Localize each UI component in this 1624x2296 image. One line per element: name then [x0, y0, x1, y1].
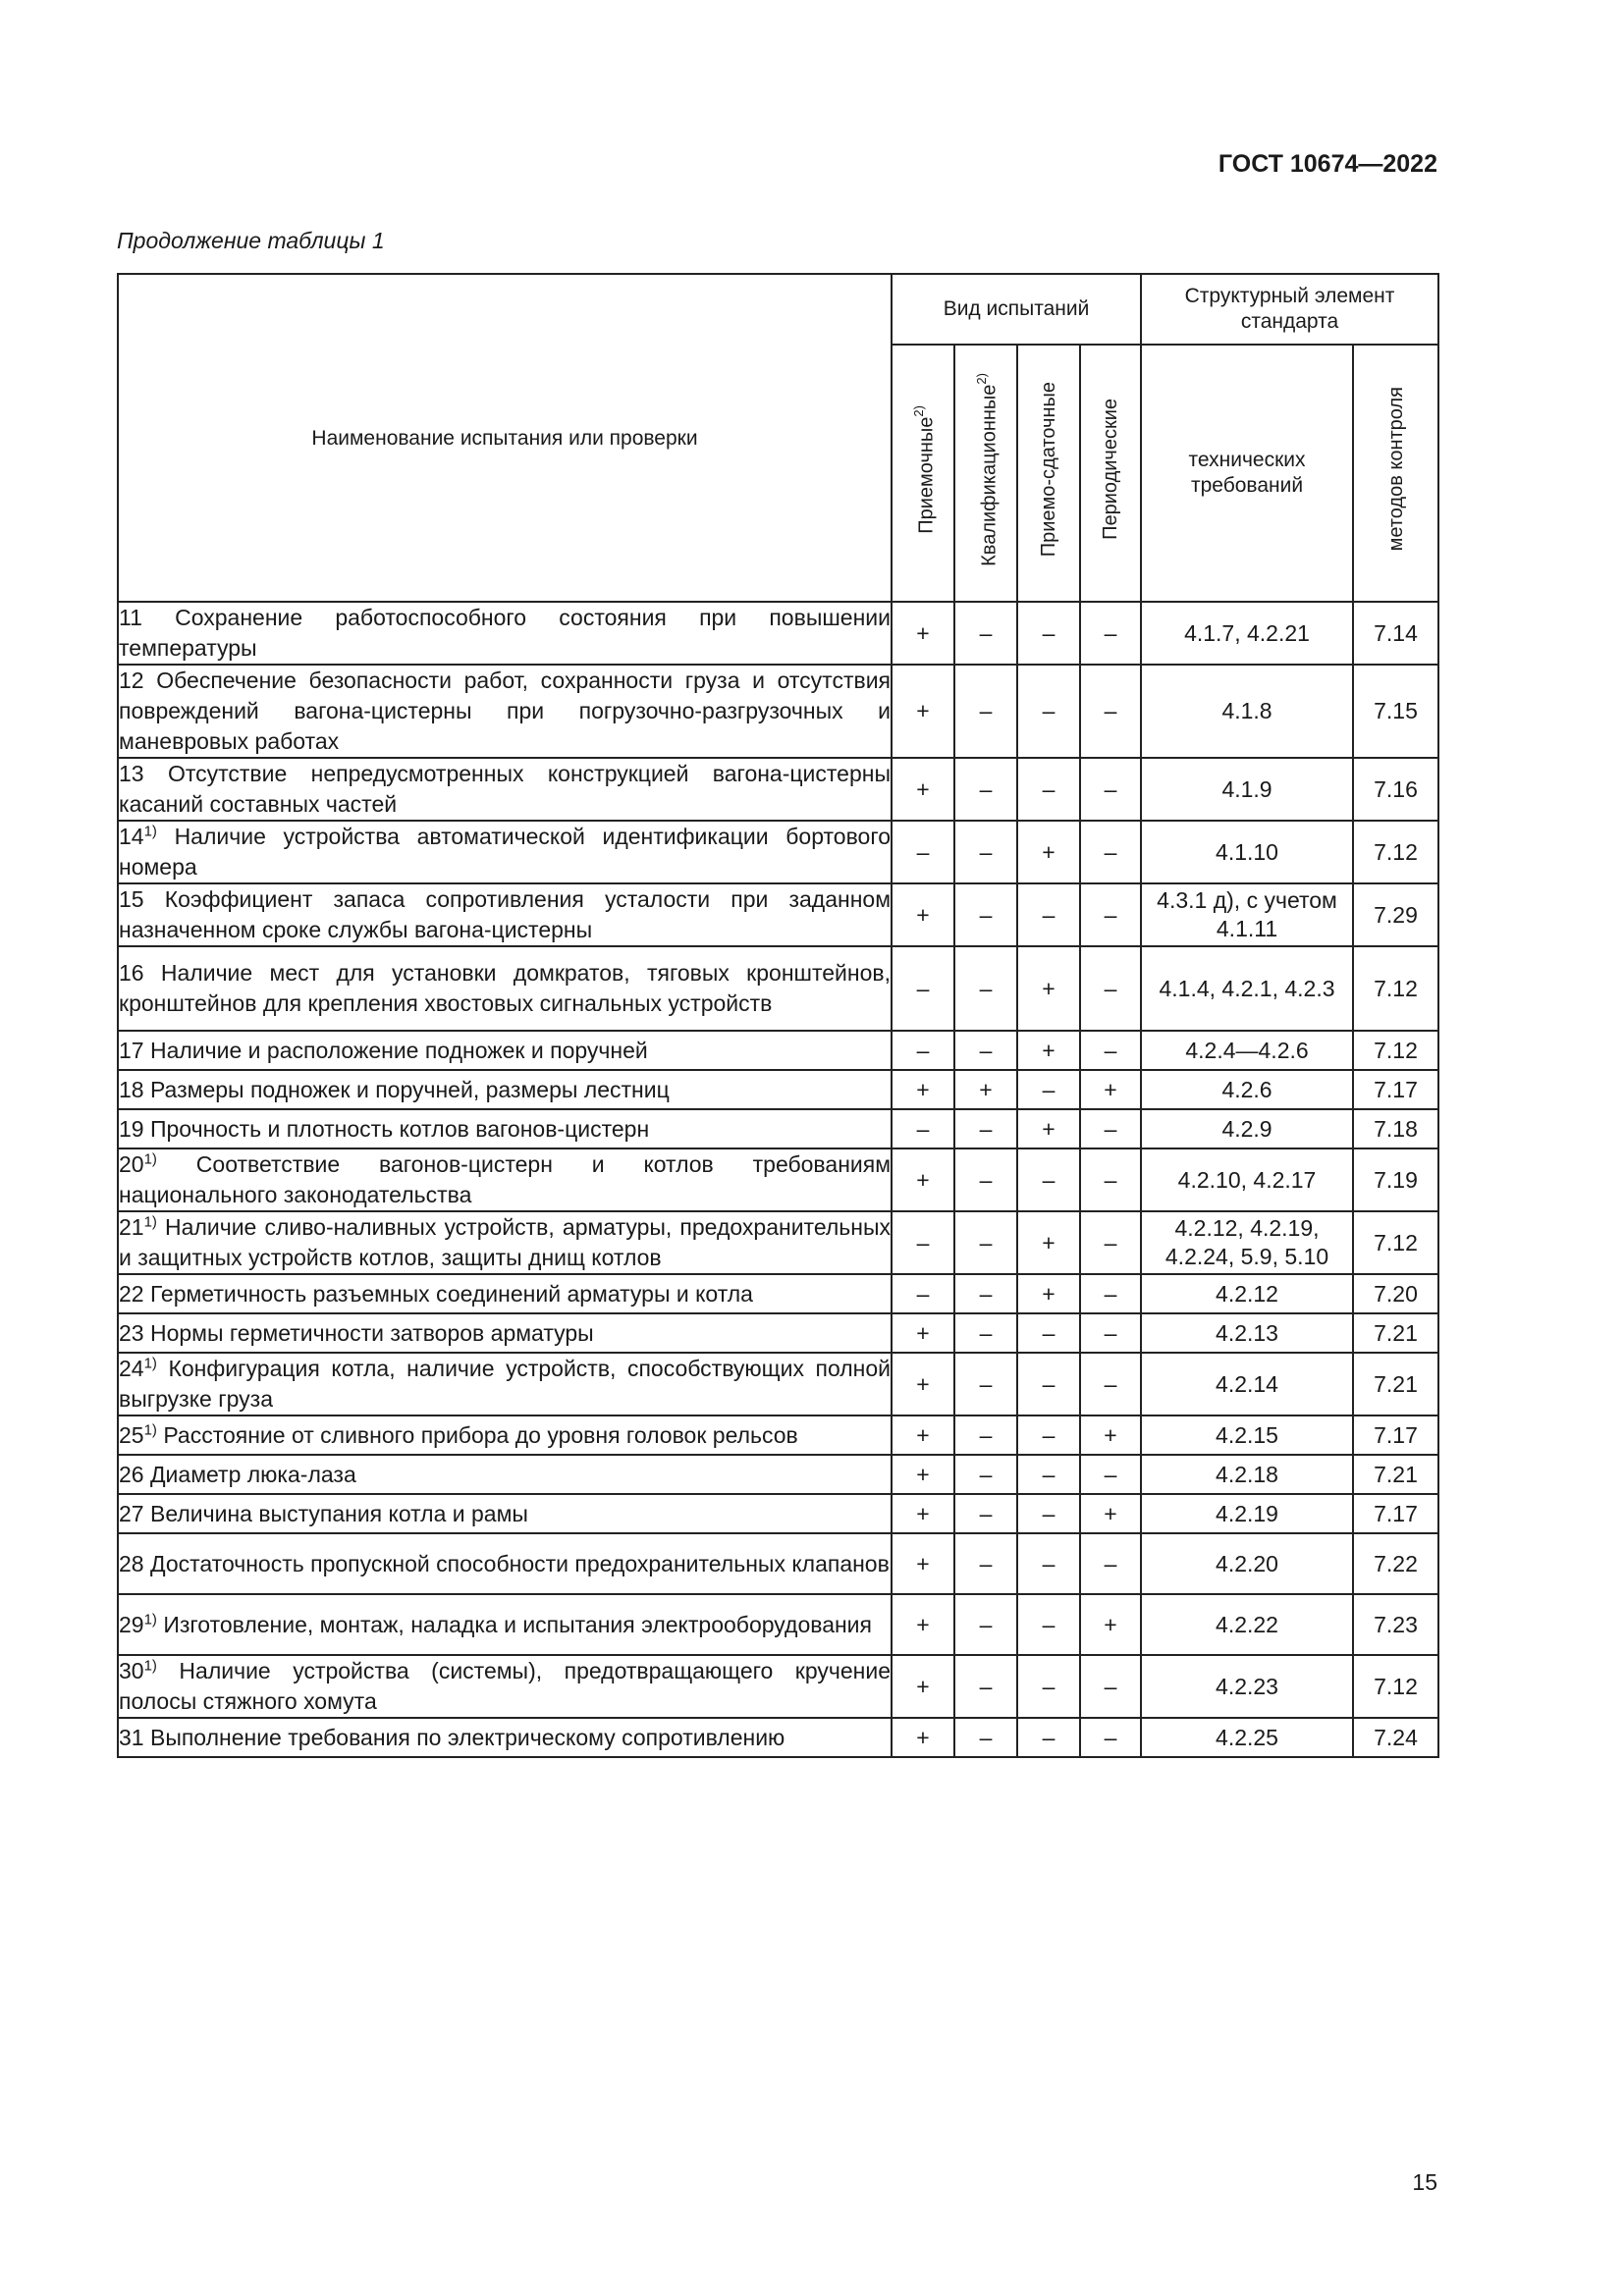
test-name-cell — [118, 1353, 892, 1415]
test-name-text: Расстояние от сливного прибора до уровня головок рельсов — [163, 1421, 798, 1448]
footnote-marker: 1) — [143, 823, 157, 840]
control-method-ref: 7.21 — [1353, 1353, 1438, 1415]
acceptance-mark: + — [892, 1533, 954, 1594]
handover-mark: + — [1017, 1274, 1080, 1313]
periodic-mark: – — [1080, 1718, 1141, 1757]
handover-mark: + — [1017, 1211, 1080, 1274]
periodic-mark: – — [1080, 1109, 1141, 1148]
qualification-mark: – — [954, 602, 1017, 665]
periodic-mark: + — [1080, 1594, 1141, 1655]
control-method-ref: 7.12 — [1353, 1211, 1438, 1274]
test-name-cell — [118, 1455, 892, 1494]
periodic-mark: – — [1080, 1211, 1141, 1274]
test-name-cell — [118, 883, 892, 946]
control-method-ref: 7.21 — [1353, 1455, 1438, 1494]
header-structural-element: Структурный элемент стандарта — [1141, 274, 1438, 345]
table-row — [118, 1533, 1438, 1594]
acceptance-mark: + — [892, 1415, 954, 1455]
control-method-ref: 7.15 — [1353, 665, 1438, 758]
qualification-mark: – — [954, 1274, 1017, 1313]
table-body — [118, 602, 1438, 1757]
technical-requirement-ref: 4.2.6 — [1141, 1070, 1353, 1109]
technical-requirement-ref: 4.2.20 — [1141, 1533, 1353, 1594]
technical-requirement-ref: 4.1.9 — [1141, 758, 1353, 821]
handover-mark: – — [1017, 1455, 1080, 1494]
header-technical-requirements: технических требований — [1141, 345, 1353, 602]
handover-mark: – — [1017, 1494, 1080, 1533]
control-method-ref: 7.21 — [1353, 1313, 1438, 1353]
periodic-mark: – — [1080, 1148, 1141, 1211]
table-row — [118, 1455, 1438, 1494]
header-acceptance: Приемочные$^{2)}$ — [892, 345, 954, 602]
handover-mark: – — [1017, 665, 1080, 758]
table-row — [118, 1148, 1438, 1211]
periodic-mark: – — [1080, 1313, 1141, 1353]
footnote-marker: 1) — [143, 1150, 157, 1168]
row-number: 11 — [119, 605, 142, 630]
acceptance-mark: – — [892, 821, 954, 883]
handover-mark: – — [1017, 1533, 1080, 1594]
control-method-ref: 7.17 — [1353, 1415, 1438, 1455]
table-row — [118, 1313, 1438, 1353]
handover-mark: – — [1017, 1415, 1080, 1455]
row-number: 30 — [119, 1658, 144, 1683]
qualification-mark: – — [954, 883, 1017, 946]
qualification-mark: – — [954, 1533, 1017, 1594]
qualification-mark: – — [954, 1655, 1017, 1718]
periodic-mark: – — [1080, 1533, 1141, 1594]
test-name-text: Отсутствие непредусмотренных конструкцией вагона-цистерны касаний составных частей — [119, 761, 891, 817]
test-name-text: Размеры подножек и поручней, размеры лестниц — [149, 1076, 670, 1102]
handover-mark: – — [1017, 1353, 1080, 1415]
footnote-marker: 1) — [143, 1657, 157, 1675]
header-test-types: Вид испытаний — [892, 274, 1141, 345]
footnote-marker: 1) — [143, 1213, 157, 1231]
control-method-ref: 7.29 — [1353, 883, 1438, 946]
test-name-text: Герметичность разъемных соединений арматуры и котла — [149, 1280, 753, 1307]
handover-mark: + — [1017, 821, 1080, 883]
test-name-cell — [118, 1313, 892, 1353]
test-name-cell — [118, 1718, 892, 1757]
periodic-mark: – — [1080, 758, 1141, 821]
control-method-ref: 7.24 — [1353, 1718, 1438, 1757]
header-handover: Приемо-сдаточные — [1017, 345, 1080, 602]
test-name-text: Наличие сливо-наливных устройств, арматуры, предохранительных и защитных устройств котлов, защиты днищ котлов — [119, 1214, 891, 1270]
table-row — [118, 1718, 1438, 1757]
acceptance-mark: + — [892, 1718, 954, 1757]
acceptance-mark: + — [892, 1494, 954, 1533]
periodic-mark: – — [1080, 1455, 1141, 1494]
row-number: 19 — [119, 1115, 144, 1142]
acceptance-mark: + — [892, 665, 954, 758]
test-name-cell — [118, 1415, 892, 1455]
qualification-mark: – — [954, 1148, 1017, 1211]
row-number: 23 — [119, 1319, 144, 1346]
table-row — [118, 1070, 1438, 1109]
footnote-marker: 1) — [143, 1420, 157, 1438]
qualification-mark: – — [954, 1031, 1017, 1070]
acceptance-mark: + — [892, 1353, 954, 1415]
row-number: 21 — [119, 1214, 144, 1240]
control-method-ref: 7.20 — [1353, 1274, 1438, 1313]
table-row — [118, 1109, 1438, 1148]
table-row — [118, 758, 1438, 821]
acceptance-mark: – — [892, 1274, 954, 1313]
table-header — [118, 274, 1438, 602]
technical-requirement-ref: 4.2.4—4.2.6 — [1141, 1031, 1353, 1070]
test-name-cell — [118, 758, 892, 821]
test-name-text: Наличие и расположение подножек и поручней — [149, 1037, 648, 1063]
technical-requirement-ref: 4.2.18 — [1141, 1455, 1353, 1494]
test-name-text: Наличие мест для установки домкратов, тяговых кронштейнов, кронштейнов для крепления хвостовых сигнальных устройств — [119, 960, 891, 1016]
handover-mark: – — [1017, 1594, 1080, 1655]
qualification-mark: – — [954, 1455, 1017, 1494]
technical-requirement-ref: 4.2.22 — [1141, 1594, 1353, 1655]
test-name-text: Конфигурация котла, наличие устройств, способствующих полной выгрузке груза — [119, 1356, 891, 1412]
control-method-ref: 7.22 — [1353, 1533, 1438, 1594]
test-name-cell — [118, 1070, 892, 1109]
table-row — [118, 602, 1438, 665]
row-number: 27 — [119, 1500, 144, 1526]
qualification-mark: – — [954, 821, 1017, 883]
technical-requirement-ref: 4.2.10, 4.2.17 — [1141, 1148, 1353, 1211]
page-number: 15 — [1412, 2169, 1437, 2195]
table-row — [118, 1274, 1438, 1313]
periodic-mark: + — [1080, 1494, 1141, 1533]
qualification-mark: – — [954, 946, 1017, 1031]
technical-requirement-ref: 4.1.4, 4.2.1, 4.2.3 — [1141, 946, 1353, 1031]
periodic-mark: – — [1080, 1353, 1141, 1415]
control-method-ref: 7.17 — [1353, 1494, 1438, 1533]
table-row — [118, 946, 1438, 1031]
acceptance-mark: + — [892, 1148, 954, 1211]
technical-requirement-ref: 4.2.19 — [1141, 1494, 1353, 1533]
handover-mark: – — [1017, 1070, 1080, 1109]
test-name-text: Диаметр люка-лаза — [149, 1461, 356, 1487]
qualification-mark: + — [954, 1070, 1017, 1109]
qualification-mark: – — [954, 1594, 1017, 1655]
periodic-mark: – — [1080, 1655, 1141, 1718]
test-name-cell — [118, 665, 892, 758]
test-name-text: Коэффициент запаса сопротивления усталости при заданном назначенном сроке службы вагона-цистерны — [119, 886, 892, 942]
technical-requirement-ref: 4.3.1 д), с учетом 4.1.11 — [1141, 883, 1353, 946]
periodic-mark: + — [1080, 1415, 1141, 1455]
test-name-cell — [118, 1109, 892, 1148]
test-name-cell — [118, 1655, 892, 1718]
test-name-text: Величина выступания котла и рамы — [149, 1500, 528, 1526]
acceptance-mark: + — [892, 1070, 954, 1109]
control-method-ref: 7.12 — [1353, 946, 1438, 1031]
test-name-cell — [118, 1594, 892, 1655]
handover-mark: + — [1017, 1031, 1080, 1070]
technical-requirement-ref: 4.2.23 — [1141, 1655, 1353, 1718]
periodic-mark: – — [1080, 821, 1141, 883]
periodic-mark: – — [1080, 665, 1141, 758]
handover-mark: – — [1017, 758, 1080, 821]
row-number: 25 — [119, 1421, 144, 1448]
qualification-mark: – — [954, 1313, 1017, 1353]
technical-requirement-ref: 4.1.10 — [1141, 821, 1353, 883]
header-periodic: Периодические — [1080, 345, 1141, 602]
test-name-cell — [118, 946, 892, 1031]
periodic-mark: + — [1080, 1070, 1141, 1109]
test-name-text: Нормы герметичности затворов арматуры — [149, 1319, 594, 1346]
test-name-text: Сохранение работоспособного состояния при повышении температуры — [119, 605, 891, 661]
periodic-mark: – — [1080, 1274, 1141, 1313]
acceptance-mark: – — [892, 946, 954, 1031]
row-number: 13 — [119, 761, 144, 786]
technical-requirement-ref: 4.2.14 — [1141, 1353, 1353, 1415]
technical-requirement-ref: 4.2.15 — [1141, 1415, 1353, 1455]
row-number: 16 — [119, 960, 144, 986]
periodic-mark: – — [1080, 1031, 1141, 1070]
acceptance-mark: – — [892, 1211, 954, 1274]
acceptance-mark: + — [892, 1594, 954, 1655]
row-number: 26 — [119, 1461, 144, 1487]
table-row — [118, 1594, 1438, 1655]
row-number: 31 — [119, 1724, 144, 1750]
row-number: 12 — [119, 667, 144, 693]
table-row — [118, 1211, 1438, 1274]
test-name-cell — [118, 1211, 892, 1274]
row-number: 29 — [119, 1611, 144, 1637]
control-method-ref: 7.19 — [1353, 1148, 1438, 1211]
row-number: 15 — [119, 886, 144, 912]
qualification-mark: – — [954, 758, 1017, 821]
document-code: ГОСТ 10674—2022 — [1218, 150, 1437, 178]
table-row — [118, 1031, 1438, 1070]
test-name-text: Наличие устройства (системы), предотвращающего кручение полосы стяжного хомута — [119, 1658, 891, 1714]
acceptance-mark: + — [892, 1655, 954, 1718]
table-row — [118, 665, 1438, 758]
handover-mark: – — [1017, 883, 1080, 946]
acceptance-mark: + — [892, 758, 954, 821]
row-number: 22 — [119, 1280, 144, 1307]
qualification-mark: – — [954, 1211, 1017, 1274]
test-name-cell — [118, 1533, 892, 1594]
table-caption: Продолжение таблицы 1 — [117, 228, 385, 253]
test-name-cell — [118, 1274, 892, 1313]
acceptance-mark: – — [892, 1109, 954, 1148]
test-name-cell — [118, 602, 892, 665]
test-name-text: Наличие устройства автоматической идентификации бортового номера — [119, 824, 891, 880]
table-row — [118, 1415, 1438, 1455]
test-name-cell — [118, 1494, 892, 1533]
test-name-text: Достаточность пропускной способности предохранительных клапанов — [149, 1550, 890, 1576]
qualification-mark: – — [954, 1494, 1017, 1533]
test-name-cell — [118, 821, 892, 883]
header-qualification: Квалификационные$^{2)}$ — [954, 345, 1017, 602]
test-name-text: Обеспечение безопасности работ, сохранности груза и отсутствия повреждений вагона-цистерны при погрузочно-разгрузочных и маневровых работах — [119, 667, 891, 754]
technical-requirement-ref: 4.2.13 — [1141, 1313, 1353, 1353]
test-name-text: Изготовление, монтаж, наладка и испытания электрооборудования — [163, 1611, 872, 1637]
acceptance-mark: – — [892, 1031, 954, 1070]
handover-mark: – — [1017, 1313, 1080, 1353]
control-method-ref: 7.23 — [1353, 1594, 1438, 1655]
header-test-name: Наименование испытания или проверки — [118, 274, 892, 602]
footnote-marker: 1) — [143, 1610, 157, 1628]
control-method-ref: 7.14 — [1353, 602, 1438, 665]
qualification-mark: – — [954, 1415, 1017, 1455]
control-method-ref: 7.12 — [1353, 1655, 1438, 1718]
test-name-text: Соответствие вагонов-цистерн и котлов требованиям национального законодательства — [119, 1151, 892, 1207]
qualification-mark: – — [954, 1109, 1017, 1148]
test-name-cell — [118, 1031, 892, 1070]
handover-mark: – — [1017, 1148, 1080, 1211]
tests-table — [117, 273, 1439, 1758]
row-number: 18 — [119, 1076, 144, 1102]
row-number: 24 — [119, 1356, 144, 1381]
periodic-mark: – — [1080, 602, 1141, 665]
technical-requirement-ref: 4.1.7, 4.2.21 — [1141, 602, 1353, 665]
row-number: 17 — [119, 1037, 144, 1063]
handover-mark: + — [1017, 1109, 1080, 1148]
handover-mark: – — [1017, 1718, 1080, 1757]
acceptance-mark: + — [892, 602, 954, 665]
control-method-ref: 7.18 — [1353, 1109, 1438, 1148]
handover-mark: – — [1017, 602, 1080, 665]
control-method-ref: 7.12 — [1353, 1031, 1438, 1070]
row-number: 14 — [119, 824, 144, 849]
footnote-marker: 1) — [143, 1355, 157, 1372]
technical-requirement-ref: 4.2.25 — [1141, 1718, 1353, 1757]
acceptance-mark: + — [892, 883, 954, 946]
control-method-ref: 7.17 — [1353, 1070, 1438, 1109]
technical-requirement-ref: 4.2.9 — [1141, 1109, 1353, 1148]
row-number: 20 — [119, 1151, 144, 1177]
technical-requirement-ref: 4.2.12 — [1141, 1274, 1353, 1313]
table-row — [118, 1655, 1438, 1718]
control-method-ref: 7.16 — [1353, 758, 1438, 821]
technical-requirement-ref: 4.2.12, 4.2.19, 4.2.24, 5.9, 5.10 — [1141, 1211, 1353, 1274]
periodic-mark: – — [1080, 883, 1141, 946]
table-row — [118, 1353, 1438, 1415]
test-name-text: Прочность и плотность котлов вагонов-цистерн — [149, 1115, 650, 1142]
qualification-mark: – — [954, 1353, 1017, 1415]
handover-mark: + — [1017, 946, 1080, 1031]
qualification-mark: – — [954, 665, 1017, 758]
acceptance-mark: + — [892, 1313, 954, 1353]
row-number: 28 — [119, 1550, 144, 1576]
header-control-methods: методов контроля — [1353, 345, 1438, 602]
control-method-ref: 7.12 — [1353, 821, 1438, 883]
periodic-mark: – — [1080, 946, 1141, 1031]
handover-mark: – — [1017, 1655, 1080, 1718]
test-name-text: Выполнение требования по электрическому сопротивлению — [149, 1724, 785, 1750]
qualification-mark: – — [954, 1718, 1017, 1757]
table-row — [118, 1494, 1438, 1533]
table-row — [118, 883, 1438, 946]
table-row — [118, 821, 1438, 883]
test-name-cell — [118, 1148, 892, 1211]
technical-requirement-ref: 4.1.8 — [1141, 665, 1353, 758]
acceptance-mark: + — [892, 1455, 954, 1494]
